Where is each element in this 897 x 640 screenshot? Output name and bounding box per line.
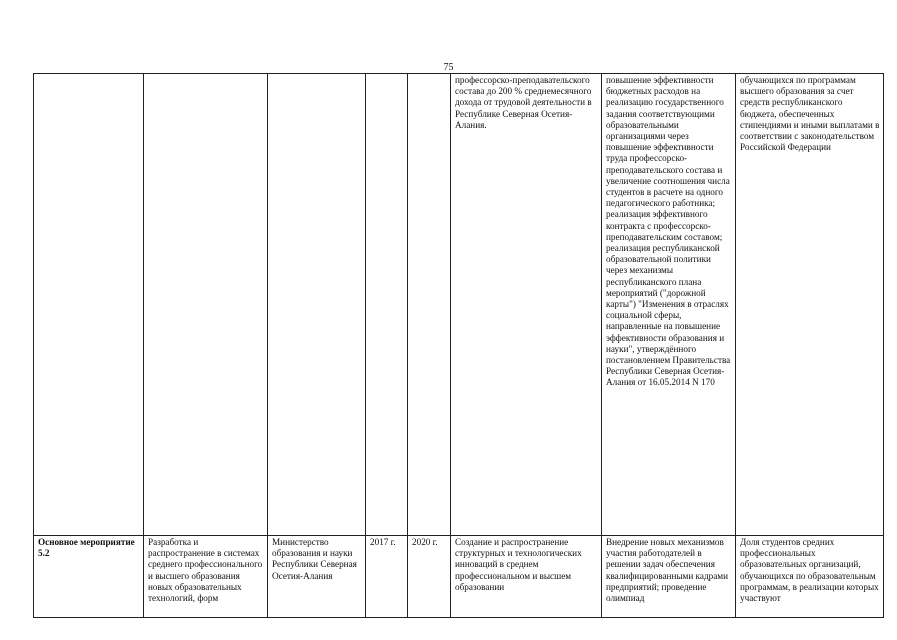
page-number: 75	[443, 62, 454, 73]
table-cell-main-directions: Внедрение новых механизмов участия работодателей в решении задач обеспечения квалифицированными кадрами предприятий; проведение олимпиад	[602, 536, 736, 618]
table-cell-name	[144, 74, 268, 536]
table-cell-activity: Основное мероприятие 5.2	[34, 536, 144, 618]
table-cell-indicators: Доля студентов средних профессиональных образовательных организаций, обучающихся по образовательным программам, в реализации которых участвуют	[736, 536, 884, 618]
table-cell-name: Разработка и распространение в системах среднего профессионального и высшего образования новых образовательных технологий, форм	[144, 536, 268, 618]
table-cell-indicators: обучающихся по программам высшего образования за счет средств республиканского бюджета, обеспеченных стипендиями и иными выплатами в соответствии с законодательством Российской Федерации	[736, 74, 884, 536]
table-cell-executor	[268, 74, 366, 536]
table-row	[34, 536, 884, 618]
table-cell-executor: Министерство образования и науки Республики Северная Осетия-Алания	[268, 536, 366, 618]
program-table	[33, 73, 884, 618]
table-cell-end: 2020 г.	[408, 536, 451, 618]
table-cell-main-directions: повышение эффективности бюджетных расходов на реализацию государственного задания соответствующими образовательными организациями через повышение эффективности труда профессорско-преподавательского состава и увеличение соотношения числа студентов в расчете на одного педагогического работника; реализация эффективного контракта с профессорско-преподавательским составом; реализация республиканской образовательной политики через механизмы республиканского плана мероприятий ("дорожной карты") "Изменения в отраслях социальной сферы, направленные на повышение эффективности образования и науки", утверждённого постановлением Правительства Республики Северная Осетия-Алания от 16.05.2014 N 170	[602, 74, 736, 536]
table-cell-activity	[34, 74, 144, 536]
table-cell-expected-result: профессорско-преподавательского состава до 200 % среднемесячного дохода от трудовой деятельности в Республике Северная Осетия-Алания.	[451, 74, 602, 536]
table-row	[34, 74, 884, 536]
table-cell-start	[366, 74, 408, 536]
table-cell-start: 2017 г.	[366, 536, 408, 618]
table-cell-end	[408, 74, 451, 536]
table-cell-expected-result: Создание и распространение структурных и технологических инноваций в среднем профессиональном и высшем образовании	[451, 536, 602, 618]
